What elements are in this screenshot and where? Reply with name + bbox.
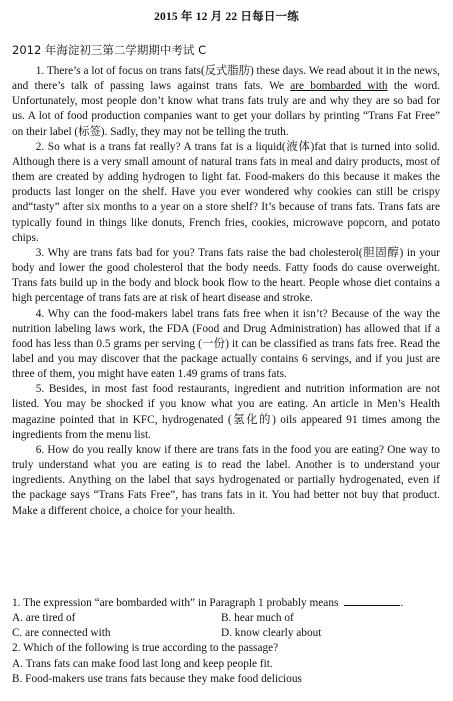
answer-blank bbox=[344, 596, 400, 606]
paragraph-1-text-before: 1. There’s a lot of focus on trans fats(反式脂肪) these days. We read about it in the news, and there’s talk of passing laws against trans fats. We bbox=[12, 65, 440, 93]
paragraph-4: 4. Why can the food-makers label trans fats free when it isn’t? Because of the way the nutrition labeling laws work, the FDA (Food and Drug Administration) has allowed that if a food has less than 0.5 grams per serving (一份) it can be classified as trans fats free. Read the label and you may discover that the package actually contains 6 servings, and if you just are three of them, you might have eaten 1.49 grams of trans fats. bbox=[12, 307, 440, 381]
paragraph-5: 5. Besides, in most fast food restaurants, ingredient and nutrition information are not listed. You may be shocked if you know what you are eating. An article in Men’s Health magazine pointed that in KFC, hydrogenated (氢化的) oils appeared 91 times among the ingredients from the menu list. bbox=[12, 383, 440, 441]
question-2-option-a: A. Trans fats can make food last long and keep people fit. bbox=[12, 657, 273, 670]
question-1-text: 1. The expression “are bombarded with” in Paragraph 1 probably means bbox=[12, 597, 339, 609]
paragraph-1 bbox=[12, 64, 440, 140]
question-2-option-b: B. Food-makers use trans fats because they make food delicious bbox=[12, 672, 302, 685]
underlined-phrase: are bombarded with bbox=[290, 80, 388, 93]
question-1-period: . bbox=[400, 597, 404, 609]
question-1-option-d: D. know clearly about bbox=[221, 627, 322, 640]
question-1-option-c: C. are connected with bbox=[12, 627, 111, 640]
question-1-options-row-1 bbox=[12, 611, 440, 626]
paragraph-3: 3. Why are trans fats bad for you? Trans fats raise the bad cholesterol(胆固醇) in your body and lower the good cholesterol that the body needs. Fatty foods do cause overweight. Trans fats build up in the body and block book flow to the heart. People whose diet contains a high percentage of trans fats are at risk of heart disease and stroke. bbox=[12, 246, 440, 305]
question-1-options-row-2 bbox=[12, 626, 440, 641]
page-title: 2015 年 12 月 22 日每日一练 bbox=[154, 11, 299, 23]
question-1-stem bbox=[12, 596, 440, 611]
paragraph-2: 2. So what is a trans fat really? A trans fat is a liquid(液体)fat that is turned into solid. Although there is a very small amount of natural trans fats in meal and dairy products, most of them are created by adding hydrogen to light fat. Food-makers do this because it makes the products last longer on the shelf. Have you ever wondered why cookies can still be crispy and“tasty” after six months to a year on a store shelf? It’s because of trans fats. Trans fats are typically found in things like donuts, French fries, cookies, microwave popcorn, and potato chips. bbox=[12, 140, 440, 244]
question-1-option-b: B. hear much of bbox=[221, 612, 294, 625]
reading-passage bbox=[12, 64, 440, 519]
exam-subtitle: 2012 年海淀初三第二学期期中考试 C bbox=[12, 43, 207, 57]
paragraph-1-text-after: the word. Unfortunately, most people don’t know what trans fats truly are and why they are so bad for us. A lot of food production companies want to get your dollars by printing “Trans Fat Free” on their label (标签). Sadly, they may not be telling the truth. bbox=[12, 80, 440, 138]
question-section bbox=[12, 596, 440, 687]
question-2-stem: 2. Which of the following is true according to the passage? bbox=[12, 642, 279, 655]
question-1-option-a: A. are tired of bbox=[12, 612, 76, 625]
paragraph-6: 6. How do you really know if there are trans fats in the food you are eating? One way to truly understand what you are eating is to read the label. Another is to understand your ingredients. Anything on the label that says hydrogenated or partially hydrogenated, even if the package says “Trans Fats Free”, has trans fats in it. You had better not buy that product. Make a different choice, a choice for your health. bbox=[12, 443, 440, 517]
